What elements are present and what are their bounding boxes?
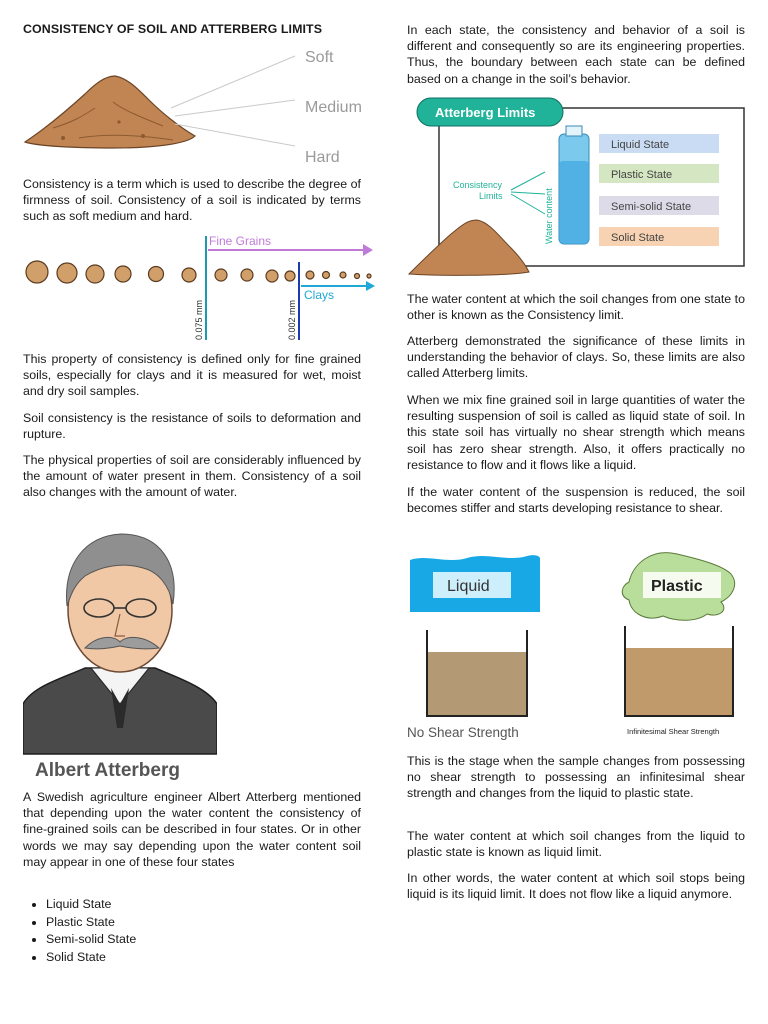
paragraph-resistance: Soil consistency is the resistance of soils to deformation and rupture. [23, 411, 361, 442]
label-soft: Soft [305, 49, 334, 66]
list-item-plastic-state: • Plastic State [46, 914, 136, 932]
paragraph-atterberg-significance: Atterberg demonstrated the significance of these limits in understanding the behavior of clays. So, these limits are also called Atterberg limits. [407, 334, 745, 381]
paragraph-consistency-limit: The water content at which the soil changes from one state to other is known as the Consistency limit. [407, 292, 745, 323]
state-label-semi-solid: Semi-solid State [611, 201, 692, 213]
list-item-liquid-state: • Liquid State [46, 896, 136, 914]
state-label-plastic: Plastic State [611, 169, 673, 181]
title-atterberg-limits: Atterberg Limits [435, 105, 536, 120]
label-0002mm: 0.002 mm [287, 299, 297, 340]
shear-strength-figure [407, 552, 747, 740]
state-label-solid: Solid State [611, 232, 665, 244]
albert-atterberg-portrait [23, 528, 217, 784]
label-plastic: Plastic [651, 578, 703, 595]
water-bottle [559, 126, 589, 244]
label-infinitesimal-shear: Infinitesimal Shear Strength [627, 727, 720, 736]
label-limits: Limits [479, 191, 503, 201]
paragraph-liquid-state: When we mix fine grained soil in large quantities of water the resulting suspension of soil is called as liquid state of soil. In this state soil has virtually no shear strength which means soil has zero shear strength. Also, it offers practically no resistance to flow and it flows like a liquid. [407, 393, 745, 472]
state-label-liquid: Liquid State [611, 139, 670, 151]
liquid-beaker-fill [428, 652, 526, 715]
grain-size-figure [23, 230, 379, 344]
label-medium: Medium [305, 99, 362, 116]
label-0075mm: 0.075 mm [194, 299, 204, 340]
paragraph-atterberg-intro: A Swedish agriculture engineer Albert Atterberg mentioned that depending upon the water content the consistency of fine-grained soils can be described in four states. Or in other words we may say depending upon the water content soil may appear in one of these four states [23, 790, 361, 869]
paragraph-liquid-limit-other-words: In other words, the water content at which soil stops being liquid is its liquid limit. It does not flow like a liquid anymore. [407, 871, 745, 902]
list-item-semi-solid-state: • Semi-solid State [46, 931, 136, 949]
soil-consistency-figure [23, 42, 373, 168]
paragraph-water-reduced: If the water content of the suspension is reduced, the soil becomes stiffer and starts developing resistance to shear. [407, 485, 745, 516]
soil-pile-illustration [25, 76, 195, 148]
paragraph-liquid-limit: The water content at which soil changes from the liquid to plastic state is known as liquid limit. [407, 829, 745, 860]
label-no-shear-strength: No Shear Strength [407, 725, 519, 740]
page-title: CONSISTENCY OF SOIL AND ATTERBERG LIMITS [23, 22, 323, 36]
atterberg-limits-figure [407, 96, 747, 276]
paragraph-water-influence: The physical properties of soil are considerably influenced by the amount of water present in them. Consistency of a soil also changes with the amount of water. [23, 453, 361, 500]
label-clays: Clays [304, 288, 335, 302]
paragraph-each-state: In each state, the consistency and behavior of a soil is different and consequently so are its engineering properties. Thus, the boundary between each state can be defined based on a change in the soil’s behavior. [407, 23, 745, 86]
plastic-beaker-fill [626, 648, 732, 715]
list-item-solid-state: • Solid State [46, 949, 136, 967]
label-water-content: Water content [544, 188, 554, 244]
clays-arrowhead [366, 281, 375, 291]
label-hard: Hard [305, 149, 340, 166]
portrait-caption: Albert Atterberg [35, 760, 180, 781]
paragraph-stage-change: This is the stage when the sample changes from possessing no shear strength to possessing an infinitesimal shear strength and changes from the liquid to plastic state. [407, 754, 745, 801]
states-list [22, 896, 136, 966]
paragraph-consistency-definition: Consistency is a term which is used to describe the degree of firmness of soil. Consistency of a soil is indicated by terms such as soft medium and hard. [23, 177, 361, 224]
fine-grains-arrowhead [363, 244, 373, 256]
label-consistency: Consistency [453, 180, 503, 190]
paragraph-fine-grained: This property of consistency is defined only for fine grained soils, especially for clays and it is measured for wet, moist and dry soil samples. [23, 352, 361, 399]
label-fine-grains: Fine Grains [209, 234, 272, 248]
label-liquid: Liquid [447, 578, 490, 595]
soil-grains [26, 261, 371, 283]
